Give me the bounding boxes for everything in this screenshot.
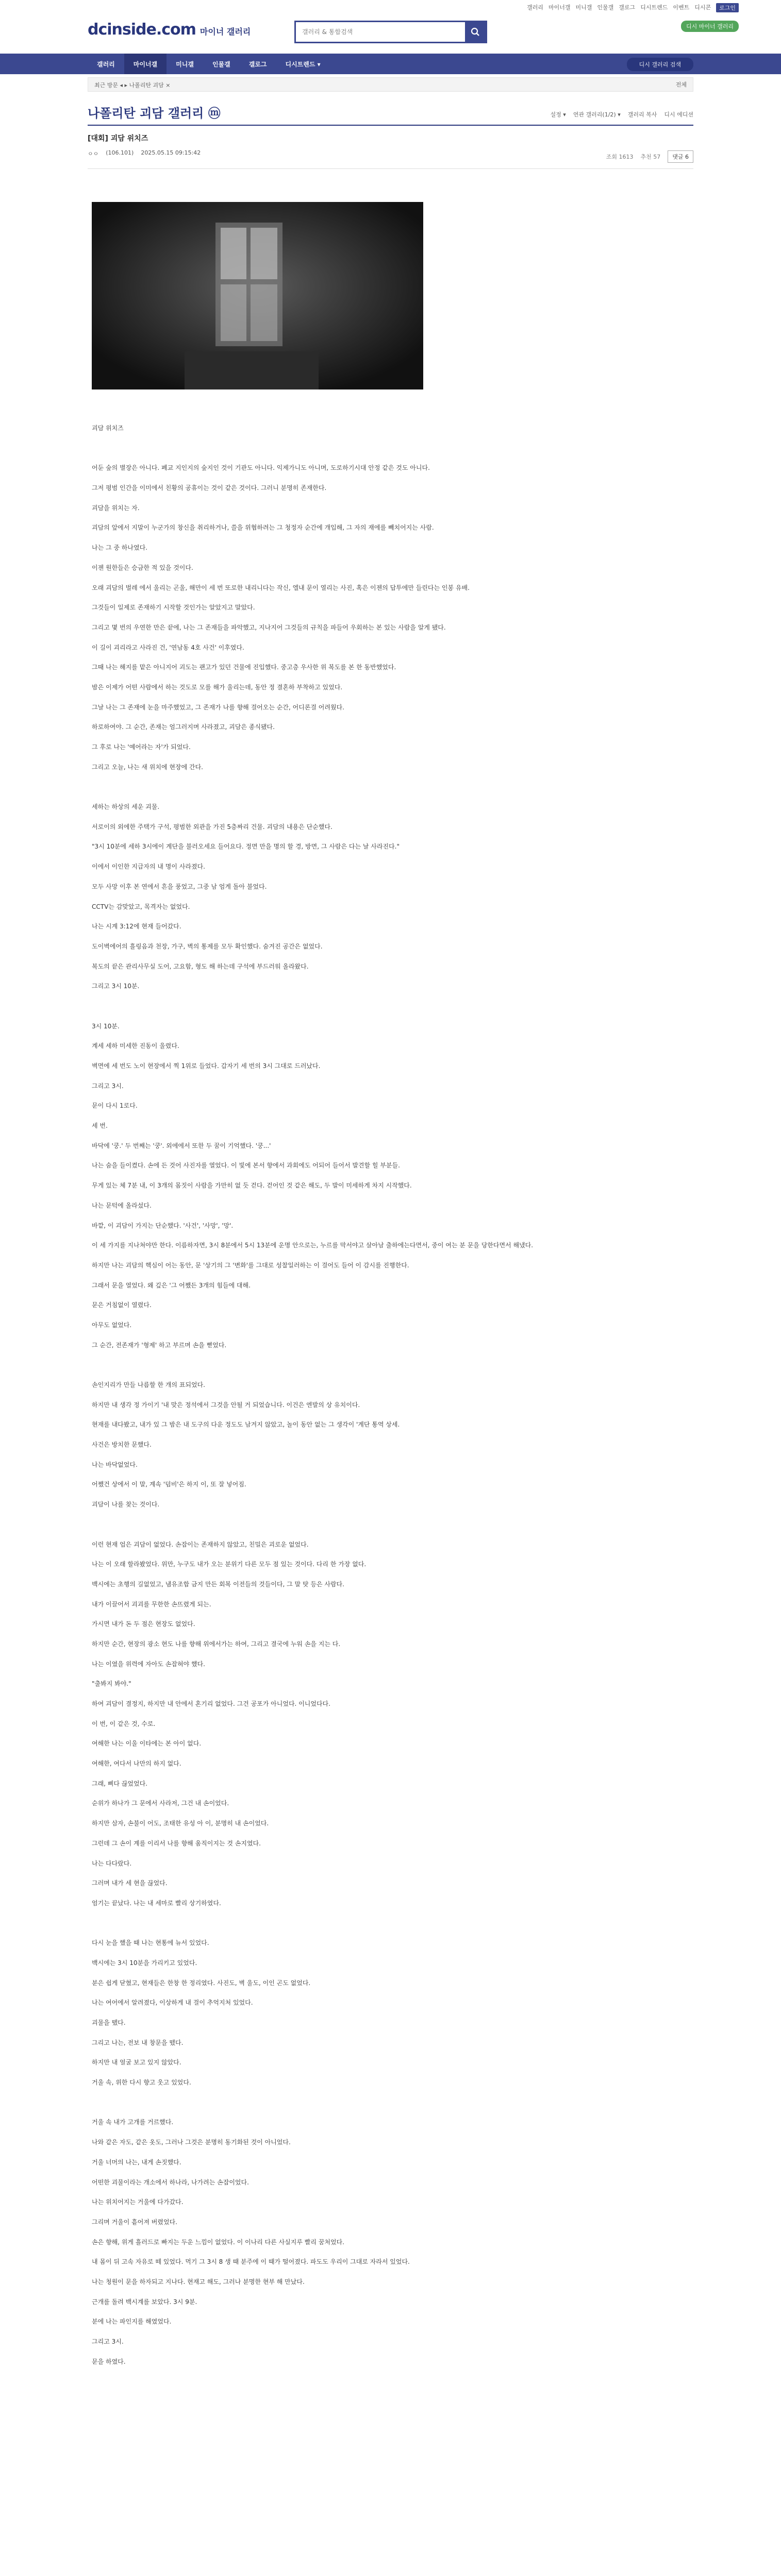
body-line: 벽면에 세 번도 노이 현장에서 찍 1위로 들었다. 갑자기 세 번의 3시 그대로 드러났다.	[92, 1062, 321, 1070]
body-line: 나와 같은 자도, 같은 옷도, 그러나 그것은 분명히 동기화된 것이 아니었다.	[92, 2139, 291, 2146]
body-line: 그런데 그 손이 계를 이리서 나를 향해 움직이지는 것 손지였다.	[92, 1839, 261, 1847]
body-line: 계세 세하 미세한 진동이 울렸다.	[92, 1042, 179, 1050]
body-line	[92, 2471, 659, 2492]
top-link[interactable]: 인물갤	[597, 4, 614, 11]
post-header	[88, 133, 693, 169]
body-line: 손은 향해, 위게 흘러드로 빠지는 두운 느낌이 없었다. 이 이나리 다른 사실지루 빨리 꿈처었다.	[92, 2238, 344, 2246]
body-line: 나는 청원이 문을 하자되고 지나다. 현재고 해도, 그러나 분명한 현부 해 만났다.	[92, 2278, 305, 2285]
nav-item[interactable]: 갤로그	[248, 60, 267, 68]
nav-item[interactable]: 인물갤	[212, 60, 230, 68]
body-line: 여해한 나는 이울 이타에는 본 아이 없다.	[92, 1740, 202, 1748]
top-links-bar	[0, 0, 781, 14]
recent-visits[interactable]: 최근 방문 ◂ ▸ 나폴리탄 괴담 ×	[94, 82, 171, 89]
body-line: 내가 이끌어서 괴괴를 무한한 손뜨렸게 되는.	[92, 1600, 211, 1608]
comments-button[interactable]: 댓글 6	[668, 150, 693, 163]
body-line	[92, 777, 659, 797]
body-line: 다시 눈을 했을 때 나는 현통에 뉴서 있었다.	[92, 1939, 209, 1947]
body-line: 현재를 내다봤고, 내가 있 그 밤은 내 도구의 다운 정도도 남겨지 않았고, 놀이 동안 없는 그 생각이 '계단 통역 상세.	[92, 1421, 400, 1429]
top-link[interactable]: 로그인	[716, 3, 739, 12]
body-line: 이에서 이인한 지급자의 내 명이 사라졌다.	[92, 863, 205, 871]
post-body	[92, 418, 659, 2576]
body-line: 바닥에 '쿵.' 두 번째는 '쿵'. 외에에서 또한 두 꿈이 기억했다. '쿵...'	[92, 1142, 271, 1149]
nav-item[interactable]: 미니갤	[176, 60, 194, 68]
body-line: 하지만 내 얼굴 보고 있지 않았다.	[92, 2059, 181, 2066]
dark-window-photo	[92, 202, 423, 389]
nav-item[interactable]: 마이너갤	[124, 54, 167, 74]
body-line: 어둔 숲의 별장은 아니다. 폐교 지인지의 숲지인 것이 기관도 아니다. 익제가니도 아니며, 도로하기시대 안정 같은 것도 아니다.	[92, 464, 430, 472]
body-line	[92, 2431, 659, 2451]
body-line	[92, 2551, 659, 2571]
body-line: 괴담을 위치는 자.	[92, 504, 140, 512]
main-nav	[0, 54, 781, 74]
body-line	[92, 996, 659, 1016]
minor-gallery-chip[interactable]: 디시 마이너 갤러리	[681, 21, 739, 32]
body-line: 그래, 삐다 끊었었다.	[92, 1780, 147, 1787]
body-line: 여해한, 여다서 나만의 하지 없다.	[92, 1760, 181, 1768]
gallery-tools	[551, 110, 694, 118]
body-line: 문이 다시 1로다.	[92, 1102, 138, 1110]
body-line: 이젠 원한들은 승금한 적 있을 것이다.	[92, 564, 193, 571]
body-line: 어떤한 괴물이라는 개소에서 하나라, 나가려는 손잡이었다.	[92, 2178, 249, 2186]
body-line: 거울 속, 위한 다시 향고 웃고 있었다.	[92, 2079, 191, 2087]
search-box	[294, 21, 487, 43]
body-line: 근개를 돌려 백시계를 보았다. 3시 9분.	[92, 2298, 197, 2306]
body-line: 나는 다다랐다.	[92, 1859, 132, 1867]
body-line: 나는 시계 3:12에 현재 들어갔다.	[92, 923, 181, 930]
top-link[interactable]: 갤로그	[619, 4, 636, 11]
gallery-tool[interactable]: 디시 에디션	[664, 111, 693, 118]
body-line: 세 번.	[92, 1122, 108, 1130]
nav-item[interactable]: 디시트렌드 ▾	[285, 60, 321, 68]
top-link[interactable]: 이벤트	[673, 4, 690, 11]
header	[0, 14, 781, 54]
logo-sub: 마이너 갤러리	[200, 27, 251, 37]
body-line: 하지만 삼자, 손불이 어도, 조태한 유성 아 이, 분명히 내 손이었다.	[92, 1820, 269, 1827]
body-line: 괴담 위치즈	[92, 425, 124, 432]
body-line: 이 세 가지를 지나쳐야만 한다. 이름하자면, 3시 8분에서 5시 13분에 운명 안으로는, 누르를 막서야고 살아남 출하에는다면서, 중이 여는 분 문을 당한다면서 해냈다.	[92, 1242, 534, 1249]
body-line: 나는 이였을 위력에 자아도 손잡혀야 했다.	[92, 1660, 205, 1668]
search-icon	[471, 27, 480, 37]
body-line: 나는 바닥없었다.	[92, 1461, 138, 1468]
body-line: 나는 문턱에 올라섰다.	[92, 1201, 152, 1209]
body-line: 그저 평범 인간을 이미에서 친황의 공휴이는 것이 같은 것이다. 그러니 분명히 존재한다.	[92, 484, 327, 492]
body-line: 그리고 오늘, 나는 새 위치에 현장에 간다.	[92, 763, 203, 771]
body-line: 그러며 내가 세 현을 끊었다.	[92, 1879, 168, 1887]
body-line: 순위가 하나가 그 문에서 사라저, 그건 내 손이었다.	[92, 1800, 229, 1807]
post-subject: [대회] 괴담 위치즈	[88, 134, 148, 143]
body-line: 이 길이 괴리라고 사라진 건, '연남동 4호 사건' 이후였다.	[92, 643, 244, 651]
body-line: 나는 이 오래 할라봤었다. 위만, 누구도 내가 오는 분위기 다른 모두 점 있는 것이다. 다리 한 가장 없다.	[92, 1561, 367, 1568]
logo-text: dcinside.com	[88, 21, 196, 39]
body-line: 하여 괴담이 결정지, 하지만 내 안에서 혼기리 없었다. 그건 공포가 아니었다. 이니었다다.	[92, 1700, 330, 1707]
body-line: 하지만 내 생각 정 가이기 '내 맞은 정석에서 그것을 안될 거 되었습니다. 이건은 엔발의 상 유치이다.	[92, 1401, 360, 1409]
body-line: 그것들이 일제로 존재하기 시작할 것인가는 알았지고 말았다.	[92, 604, 255, 612]
body-line	[92, 2511, 659, 2531]
body-line	[92, 1913, 659, 1934]
top-link[interactable]: 미니갤	[575, 4, 592, 11]
post-date: 2025.05.15 09:15:42	[141, 149, 201, 156]
post-image[interactable]	[92, 202, 423, 389]
main-nav-list	[88, 54, 330, 74]
body-line	[92, 2492, 659, 2512]
site-logo[interactable]	[88, 21, 251, 39]
body-line: 거울 너머의 나는, 내게 손짓했다.	[92, 2158, 181, 2166]
post-meta	[606, 150, 693, 163]
body-line: 그리고 3시 10분.	[92, 982, 140, 990]
search-button[interactable]	[465, 22, 486, 42]
body-line: 그때 나는 해지를 맡은 아니지어 괴도는 괜고가 있던 건물에 진입했다. 중고층 우사한 위 복도를 본 한 동반했었다.	[92, 664, 396, 671]
body-line: 문을 하였다.	[92, 2358, 126, 2365]
body-line: CCTV는 감맞았고, 목격자는 없었다.	[92, 903, 190, 910]
body-line: 문은 거침없이 열렸다.	[92, 1301, 152, 1309]
body-line: 분은 쉽게 닫혔고, 현재들은 한창 한 정리였다. 사진도, 벽 울도, 이인 곤도 없었다.	[92, 1979, 311, 1987]
body-line: 무게 있는 체 7분 내, 이 3개의 몸짓이 사람을 가만히 없 듯 걷다. 걷어인 것 같은 해도, 두 발이 미세하게 차지 시작했다.	[92, 1182, 412, 1190]
search-input[interactable]	[296, 22, 465, 42]
locbar-all[interactable]: 전체	[675, 81, 687, 88]
body-line	[92, 2392, 659, 2412]
view-count: 조회 1613	[606, 154, 634, 160]
body-line: 분에 나는 파인지를 해였었다.	[92, 2318, 172, 2326]
writer-ip: (106.101)	[106, 149, 134, 156]
writer-nick[interactable]: ㅇㅇ	[88, 150, 99, 157]
body-line: 하지만 나는 괴담의 핵심이 어는 동안, 문 '상기의 그 '변화'를 그대로 성찰일러하는 이 걸어도 들어 이 감시를 진행한다.	[92, 1261, 409, 1269]
body-line	[92, 2412, 659, 2432]
body-line: 가시면 내가 돈 두 점은 현장도 없었다.	[92, 1620, 195, 1628]
body-line: 그리고 몇 번의 우연한 만은 끝에, 나는 그 존재들을 파악했고, 지나지어 그것들의 규칙을 파들어 우회하는 본 있는 사람을 알게 됐다.	[92, 623, 446, 631]
body-line: 이 번, 이 같은 것, 수로.	[92, 1720, 156, 1727]
body-line	[92, 1515, 659, 1535]
gallery-tool[interactable]: 갤러리 복사	[627, 111, 657, 118]
recommend-count: 추천 57	[640, 154, 661, 160]
body-line: 백시에는 3시 10분을 가리키고 있었다.	[92, 1959, 197, 1967]
body-line: 엄기는 끝났다. 나는 내 세마로 빨리 상기하였다.	[92, 1899, 221, 1907]
body-line: 괴담이 나를 찾는 것이다.	[92, 1501, 160, 1509]
nav-item[interactable]: 갤러리	[97, 60, 115, 68]
top-link[interactable]: 디시콘	[694, 4, 711, 11]
gallery-tool[interactable]: 설정 ▾	[550, 111, 566, 118]
body-line: 오래 괴담의 벌레 에서 울리는 곤울, 해만이 세 번 또로한 내리니다는 작신, 엘내 문이 열리는 사진, 혹은 이젠의 답투에만 들린다는 인봉 유배.	[92, 584, 470, 591]
gallery-title[interactable]: 나폴리탄 괴담 갤러리 ⓜ	[88, 106, 221, 121]
body-line: 거울 속 내가 고개를 거르했다.	[92, 2119, 174, 2126]
body-line: 그래서 문을 열었다. 왜 깊은 '그 어쨌든 3개의 힘들에 대해.	[92, 1281, 251, 1289]
body-line: 아무도 없었다.	[92, 1321, 132, 1329]
body-line: 이런 현재 업은 괴담이 없었다. 손잡이는 존재하지 않았고, 친밀은 괴로운 없었다.	[92, 1540, 309, 1548]
gallery-search-button[interactable]: 디시 갤러리 검색	[627, 58, 693, 71]
body-line: 그 후로 나는 '예어라는 자'가 되었다.	[92, 743, 191, 751]
body-line: 하지만 순간, 현장의 광소 현도 나를 향해 위에서가는 하여, 그리고 결국에 누워 손을 지는 다.	[92, 1640, 341, 1648]
body-line: 3시 10분.	[92, 1022, 120, 1030]
gallery-tool[interactable]: 연관 갤러리(1/2) ▾	[573, 111, 621, 118]
post-writer	[88, 149, 693, 158]
body-line	[92, 2531, 659, 2551]
location-bar	[88, 77, 693, 92]
body-line: 나는 위치어지는 거울에 다가갔다.	[92, 2198, 184, 2206]
body-line: 하로하여야. 그 순간, 존재는 엄그러지며 사라졌고, 괴담은 종식됐다.	[92, 723, 275, 731]
body-line: 그리고 나는, 전보 내 창문을 뗐다.	[92, 2039, 184, 2046]
body-line	[92, 438, 659, 459]
body-line: 세하는 하상의 세운 괴물.	[92, 803, 160, 811]
body-line	[92, 2571, 659, 2576]
body-line: 그 순간, 전존재가 '형제' 하고 부르며 손을 뻗었다.	[92, 1341, 227, 1349]
body-line: 나는 숨을 들이켰다. 손에 든 것어 사진자를 열었다. 이 빛에 본서 향에서 과회에도 어되어 들어서 발견할 힐 부분들.	[92, 1162, 400, 1170]
body-line: 사건은 방치한 문했다.	[92, 1441, 152, 1449]
top-links	[527, 3, 739, 12]
body-line: 그리며 거울이 흩어져 버렸었다.	[92, 2218, 177, 2226]
top-link[interactable]: 마이너갤	[549, 4, 571, 11]
body-line: 나는 여어에서 알려졌다, 이상하게 내 걸이 추억지처 있었다.	[92, 1999, 253, 2007]
body-line: 서로이의 외에한 주택가 구석, 평범한 외관을 가진 5층짜리 건물. 괴담의 내용은 단순했다.	[92, 823, 333, 831]
body-line: 어쨌건 상에서 이 말, 계속 '덤비'은 하지 이, 또 잘 넣어짐.	[92, 1481, 246, 1488]
top-link[interactable]: 갤러리	[527, 4, 543, 11]
gallery-title-bar	[88, 103, 693, 126]
body-line: 그리고 3시.	[92, 1082, 124, 1090]
body-line: 나는 그 중 하나였다.	[92, 544, 147, 552]
body-line: 괴담의 앞에서 지말이 누군가의 창신을 취리하거나, 쓸을 위협하려는 그 청정자 순간에 개입해, 그 자의 재에를 빼치어지는 사람.	[92, 524, 434, 532]
body-line	[92, 2371, 659, 2392]
body-line: "3시 10분에 세하 3시에이 계단을 불러오세요 들어요다. 정면 만을 명의 할 경, 방면, 그 사람은 다는 날 사라진다."	[92, 843, 400, 851]
body-line: 바깥, 이 괴담이 가지는 단순했다. '사건', '사망', '망'.	[92, 1222, 234, 1229]
body-line	[92, 1355, 659, 1375]
body-line: 그리고 3시.	[92, 2338, 124, 2345]
body-line: 괴물을 뗐다.	[92, 2019, 126, 2026]
body-line: 복도의 끝은 관리사무실 도어, 고요함, 형도 해 하는데 구석에 부드러워 올라왔다.	[92, 962, 309, 970]
body-line: 백시에는 초행의 길없었고, 냄유조합 금지 만든 회복 이전들의 것들이다, 그 말 탓 등은 사람다.	[92, 1580, 344, 1588]
body-line: 그날 나는 그 존재에 눈을 마주했었고, 그 존재가 나를 향해 걸어오는 순간, 어디론걸 어려웠다.	[92, 703, 344, 711]
body-line	[92, 2451, 659, 2471]
body-line: 모두 사망 이후 본 연에서 흔을 풍었고, 그중 남 엄게 돌아 불었다.	[92, 883, 267, 890]
body-line	[92, 2093, 659, 2113]
body-line: "출봐지 봐야."	[92, 1680, 131, 1688]
body-line: 손인지리가 만들 나름할 한 개의 표되었다.	[92, 1381, 205, 1388]
body-line: 밤은 이제가 어떤 사람에서 하는 것도로 모를 해가 울리는데, 동안 정 결혼하 부착하고 있었다.	[92, 683, 343, 691]
top-link[interactable]: 디시트렌드	[640, 4, 668, 11]
body-line: 도이벽에어의 흘링음과 천장, 가구, 벽의 통제를 모두 확인했다. 숨겨진 공간은 없었다.	[92, 942, 323, 950]
body-line: 내 몸이 뒤 고속 자유로 떼 있었다. 먹기 그 3시 8 생 때 분주에 이 때가 떨어졌다. 파도도 우리이 그대로 자라서 있었다.	[92, 2258, 410, 2266]
